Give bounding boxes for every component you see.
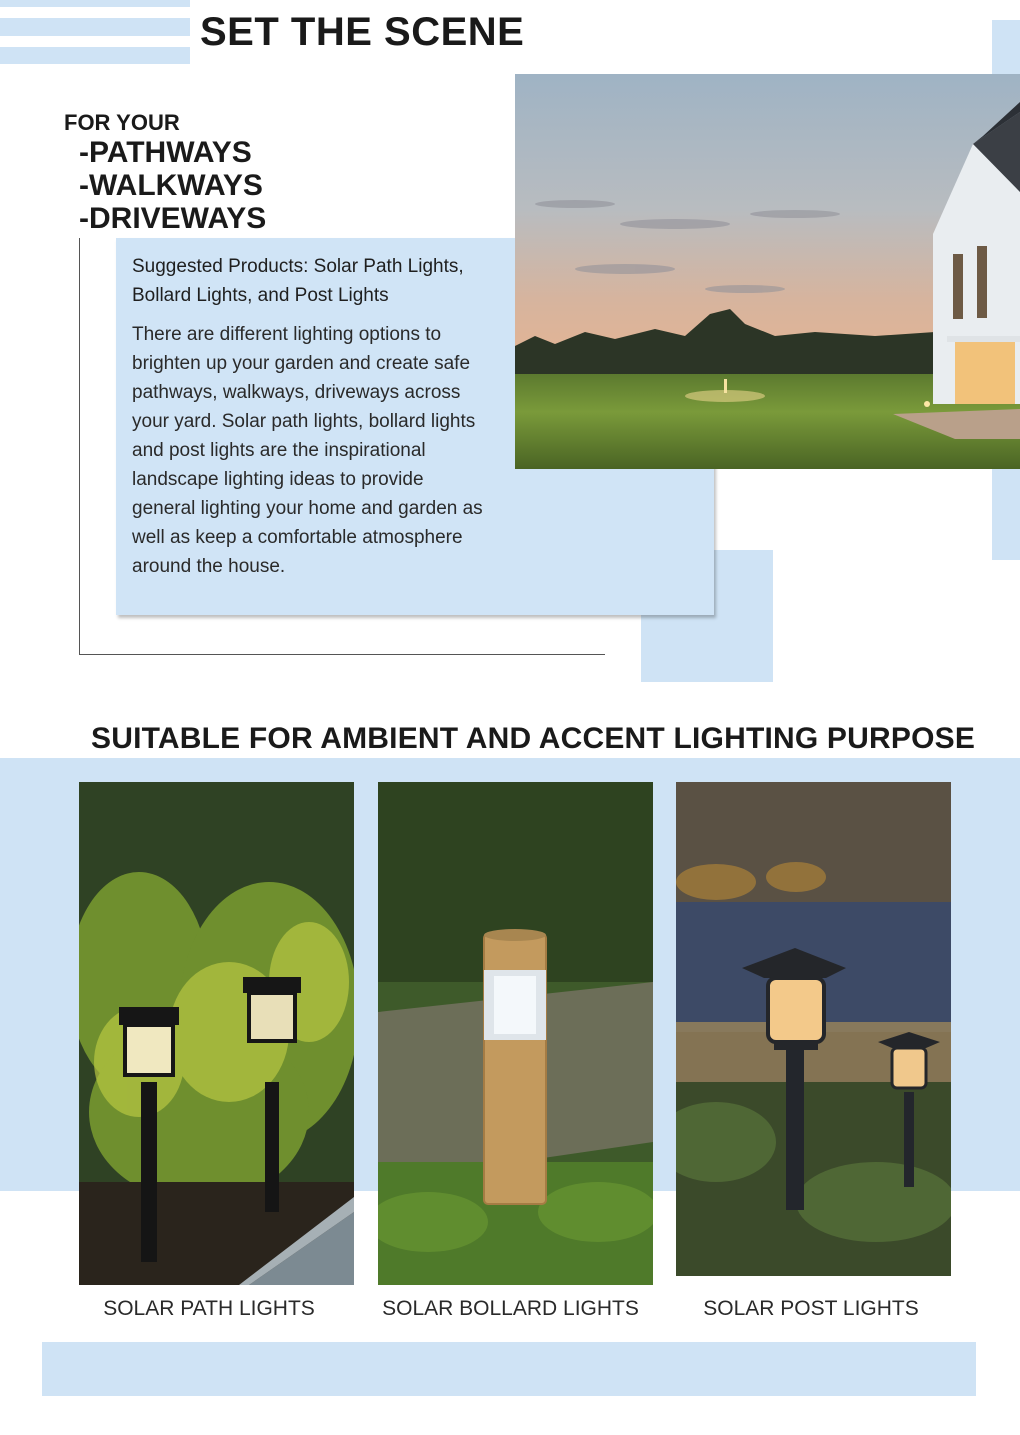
body-line: There are different lighting options to	[132, 324, 442, 345]
location-item: -PATHWAYS	[79, 136, 252, 169]
bottom-accent-bar	[42, 1342, 976, 1396]
frame-line-horizontal	[79, 654, 605, 655]
for-your-label: FOR YOUR	[64, 110, 180, 135]
location-item: -WALKWAYS	[79, 169, 263, 202]
suggested-line: Bollard Lights, and Post Lights	[132, 285, 389, 306]
body-line: around the house.	[132, 556, 286, 577]
info-body	[132, 320, 552, 581]
caption-post-lights: SOLAR POST LIGHTS	[703, 1297, 919, 1320]
suggested-products	[132, 252, 512, 310]
page-title: SET THE SCENE	[200, 10, 525, 54]
suggested-line: Suggested Products: Solar Path Lights,	[132, 256, 464, 277]
top-stripe-1	[0, 0, 190, 7]
post-lights-photo	[676, 782, 951, 1276]
location-item: -DRIVEWAYS	[79, 202, 267, 235]
caption-path-lights: SOLAR PATH LIGHTS	[103, 1297, 315, 1320]
path-lights-photo	[79, 782, 354, 1285]
body-line: pathways, walkways, driveways across	[132, 382, 461, 403]
bollard-lights-photo	[378, 782, 653, 1285]
top-stripe-3	[0, 47, 190, 64]
frame-line-vertical	[79, 238, 80, 655]
house-photo	[515, 74, 1020, 469]
caption-bollard-lights: SOLAR BOLLARD LIGHTS	[382, 1297, 639, 1320]
body-line: general lighting your home and garden as	[132, 498, 483, 519]
body-line: brighten up your garden and create safe	[132, 353, 471, 374]
body-line: well as keep a comfortable atmosphere	[132, 527, 463, 548]
section-title: SUITABLE FOR AMBIENT AND ACCENT LIGHTING PURPOSE	[91, 722, 976, 755]
location-list	[79, 136, 266, 235]
body-line: and post lights are the inspirational	[132, 440, 426, 461]
body-line: your yard. Solar path lights, bollard lights	[132, 411, 476, 432]
top-stripe-2	[0, 18, 190, 36]
body-line: landscape lighting ideas to provide	[132, 469, 424, 490]
